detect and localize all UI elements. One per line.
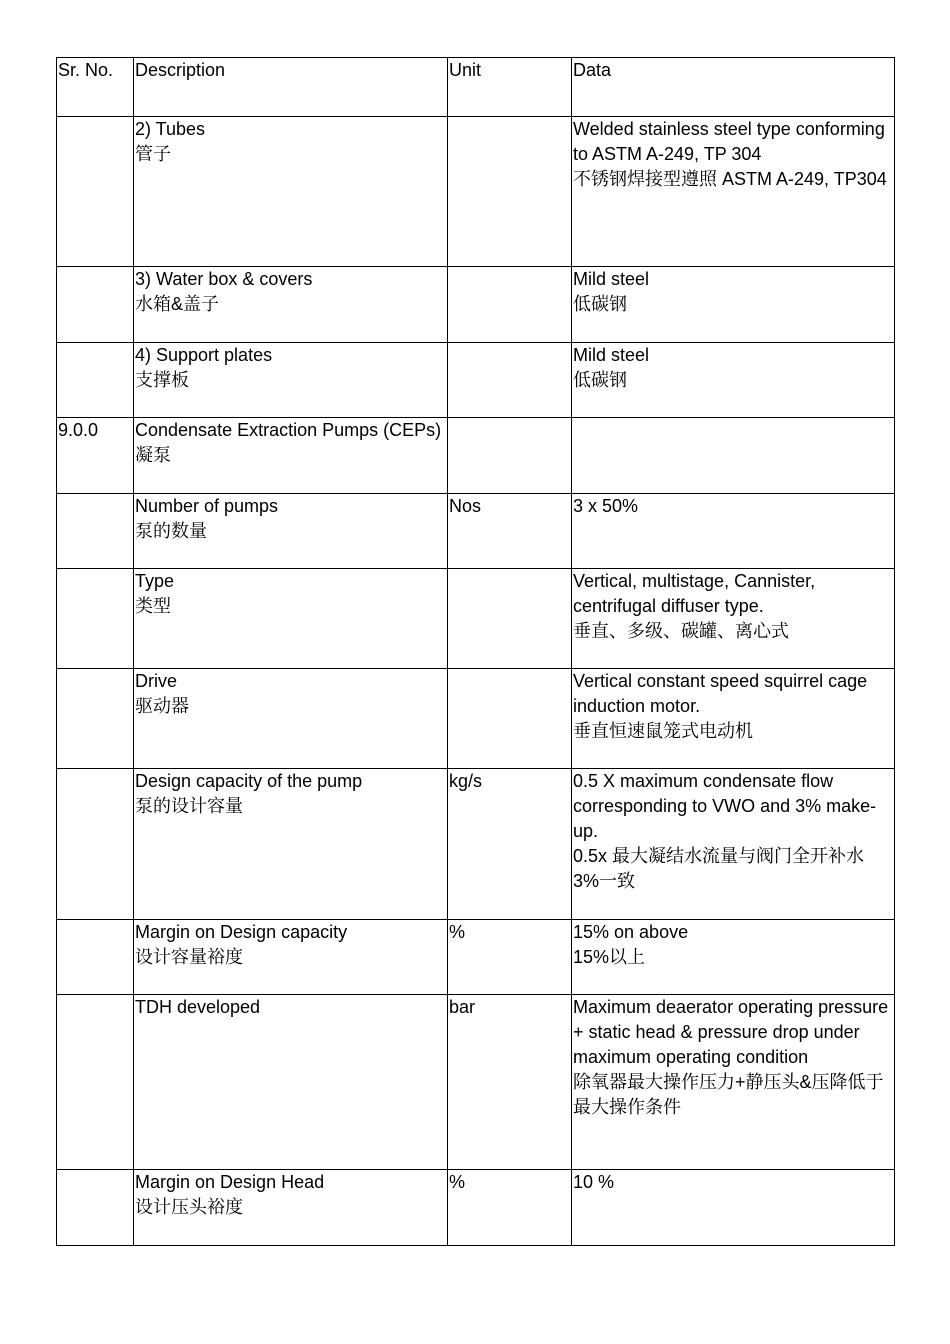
unit-cell xyxy=(448,669,572,769)
header-sr-no: Sr. No. xyxy=(57,58,134,117)
unit-cell xyxy=(448,267,572,343)
data-cell: 3 x 50% xyxy=(572,494,895,569)
unit-cell: % xyxy=(448,920,572,995)
sr-cell xyxy=(57,995,134,1170)
table-row xyxy=(57,569,895,669)
data-cell: Welded stainless steel type conforming to ASTM A-249, TP 304 不锈钢焊接型遵照 ASTM A-249, TP304 xyxy=(572,117,895,267)
unit-cell xyxy=(448,117,572,267)
table-row xyxy=(57,343,895,418)
description-cell: 3) Water box & covers 水箱&盖子 xyxy=(134,267,448,343)
data-cell: 0.5 X maximum condensate flow corresponding to VWO and 3% make-up. 0.5x 最大凝结水流量与阀门全开补水 3%一致 xyxy=(572,769,895,920)
header-unit: Unit xyxy=(448,58,572,117)
table-row xyxy=(57,769,895,920)
sr-cell xyxy=(57,117,134,267)
description-cell: Margin on Design capacity 设计容量裕度 xyxy=(134,920,448,995)
data-cell: Vertical, multistage, Cannister, centrifugal diffuser type. 垂直、多级、碳罐、离心式 xyxy=(572,569,895,669)
data-cell: Maximum deaerator operating pressure + static head & pressure drop under maximum operating condition 除氧器最大操作压力+静压头&压降低于最大操作条件 xyxy=(572,995,895,1170)
sr-cell xyxy=(57,1170,134,1246)
table-row xyxy=(57,117,895,267)
sr-cell: 9.0.0 xyxy=(57,418,134,494)
description-cell: Number of pumps 泵的数量 xyxy=(134,494,448,569)
table-row xyxy=(57,267,895,343)
sr-cell xyxy=(57,769,134,920)
unit-cell xyxy=(448,343,572,418)
table-row xyxy=(57,995,895,1170)
description-cell: 4) Support plates 支撑板 xyxy=(134,343,448,418)
table-header-row xyxy=(57,58,895,117)
sr-cell xyxy=(57,343,134,418)
table-row xyxy=(57,494,895,569)
unit-cell: bar xyxy=(448,995,572,1170)
description-cell: Type 类型 xyxy=(134,569,448,669)
table-row xyxy=(57,1170,895,1246)
table-row xyxy=(57,669,895,769)
unit-cell: % xyxy=(448,1170,572,1246)
data-cell: Mild steel 低碳钢 xyxy=(572,343,895,418)
table-row xyxy=(57,418,895,494)
data-cell: 10 % xyxy=(572,1170,895,1246)
header-data: Data xyxy=(572,58,895,117)
sr-cell xyxy=(57,494,134,569)
description-cell: 2) Tubes 管子 xyxy=(134,117,448,267)
spec-table xyxy=(56,57,895,1246)
sr-cell xyxy=(57,920,134,995)
description-cell: Drive 驱动器 xyxy=(134,669,448,769)
description-cell: TDH developed xyxy=(134,995,448,1170)
data-cell xyxy=(572,418,895,494)
sr-cell xyxy=(57,267,134,343)
description-cell: Design capacity of the pump 泵的设计容量 xyxy=(134,769,448,920)
sr-cell xyxy=(57,569,134,669)
data-cell: Vertical constant speed squirrel cage induction motor. 垂直恒速鼠笼式电动机 xyxy=(572,669,895,769)
unit-cell xyxy=(448,418,572,494)
description-cell: Margin on Design Head 设计压头裕度 xyxy=(134,1170,448,1246)
sr-cell xyxy=(57,669,134,769)
unit-cell: kg/s xyxy=(448,769,572,920)
header-description: Description xyxy=(134,58,448,117)
table-row xyxy=(57,920,895,995)
data-cell: 15% on above 15%以上 xyxy=(572,920,895,995)
description-cell: Condensate Extraction Pumps (CEPs)凝泵 xyxy=(134,418,448,494)
unit-cell: Nos xyxy=(448,494,572,569)
data-cell: Mild steel 低碳钢 xyxy=(572,267,895,343)
unit-cell xyxy=(448,569,572,669)
